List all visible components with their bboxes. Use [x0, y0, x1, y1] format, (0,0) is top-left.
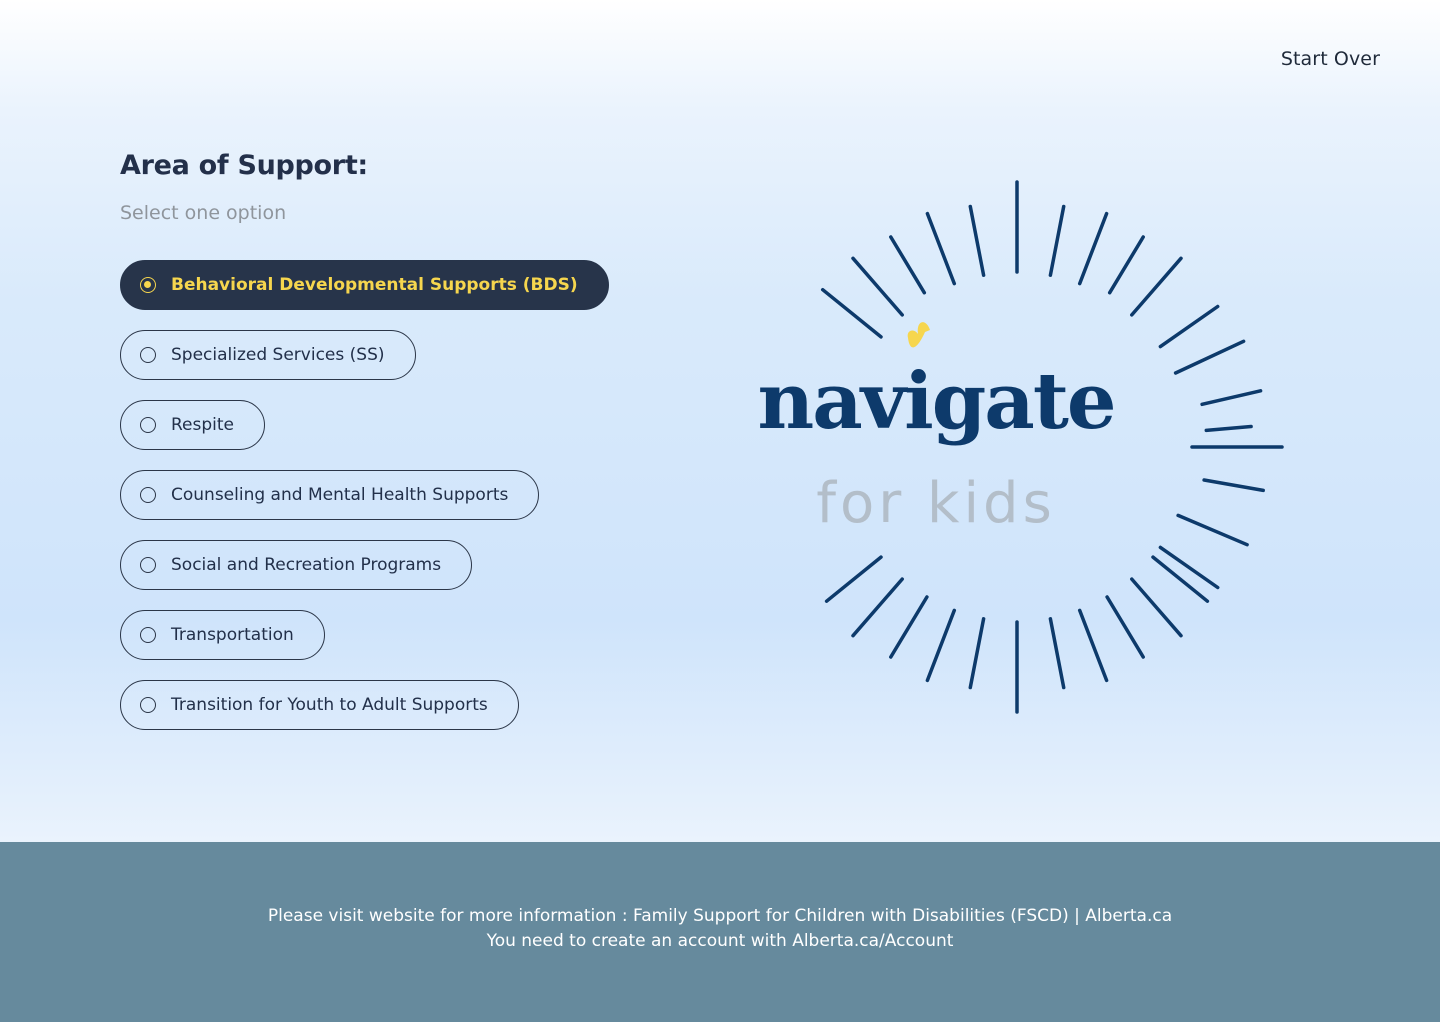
footer-text: Please visit website for more information :	[267, 906, 633, 926]
sunburst-ray	[1080, 610, 1107, 680]
sunburst-ray	[1050, 619, 1063, 688]
option-label: Transition for Youth to Adult Supports	[171, 695, 488, 715]
sunburst-ray	[970, 619, 983, 688]
alberta-account-link[interactable]: Alberta.ca/Account	[792, 931, 954, 951]
sunburst-ray	[853, 258, 902, 315]
sunburst-ray	[927, 214, 954, 284]
option-label: Transportation	[171, 625, 294, 645]
fscd-link[interactable]: Family Support for Children with Disabilities (FSCD) | Alberta.ca	[633, 906, 1173, 926]
footer-line-1	[0, 906, 1440, 926]
sunburst-ray	[1204, 480, 1263, 490]
radio-icon	[140, 557, 156, 573]
option-respite[interactable]	[120, 400, 265, 450]
option-specialized-services[interactable]	[120, 330, 416, 380]
logo-tagline: for kids	[816, 471, 1056, 536]
radio-selected-icon	[140, 277, 156, 293]
sunburst-ray	[1107, 597, 1143, 657]
option-label: Behavioral Developmental Supports (BDS)	[171, 275, 578, 295]
sunburst-ray	[827, 557, 881, 601]
sunburst-ray	[1160, 547, 1217, 587]
option-label: Specialized Services (SS)	[171, 345, 385, 365]
footer	[0, 842, 1440, 1022]
sunburst-ray	[823, 290, 881, 337]
question-title: Area of Support:	[120, 150, 368, 181]
question-hint: Select one option	[120, 202, 287, 224]
sunburst-ray	[927, 610, 954, 680]
sunburst-ray	[1160, 307, 1217, 347]
sunburst-ray	[1132, 579, 1181, 636]
radio-icon	[140, 487, 156, 503]
sunburst-ray	[1153, 557, 1207, 601]
option-label: Counseling and Mental Health Supports	[171, 485, 509, 505]
logo-word: navigate	[757, 356, 1115, 447]
option-label: Social and Recreation Programs	[171, 555, 442, 575]
start-over-link[interactable]: Start Over	[1280, 48, 1380, 70]
option-social-recreation[interactable]	[120, 540, 472, 590]
navigate-for-kids-logo	[740, 170, 1300, 730]
sunburst-ray	[1178, 515, 1247, 544]
sunburst-ray	[1206, 427, 1251, 431]
option-bds[interactable]	[120, 260, 609, 310]
radio-icon	[140, 627, 156, 643]
sunburst-ray	[853, 579, 902, 636]
radio-icon	[140, 417, 156, 433]
sunburst-ray	[1132, 258, 1181, 315]
sunburst-ray	[1050, 207, 1063, 276]
radio-icon	[140, 697, 156, 713]
sunburst-ray	[1080, 214, 1107, 284]
sunburst-ray	[970, 207, 983, 276]
sunburst-ray	[891, 597, 927, 657]
sunburst-ray	[891, 237, 925, 293]
radio-icon	[140, 347, 156, 363]
option-counseling[interactable]	[120, 470, 539, 520]
option-transition-youth[interactable]	[120, 680, 519, 730]
footer-line-2	[0, 931, 1440, 951]
support-options	[120, 260, 609, 750]
heart-icon	[908, 322, 930, 347]
option-label: Respite	[171, 415, 235, 435]
sunburst-rays	[823, 182, 1282, 712]
footer-text: You need to create an account with	[486, 931, 793, 951]
sunburst-ray	[1176, 341, 1244, 373]
sunburst-ray	[1202, 391, 1261, 405]
option-transportation[interactable]	[120, 610, 325, 660]
sunburst-ray	[1110, 237, 1144, 293]
